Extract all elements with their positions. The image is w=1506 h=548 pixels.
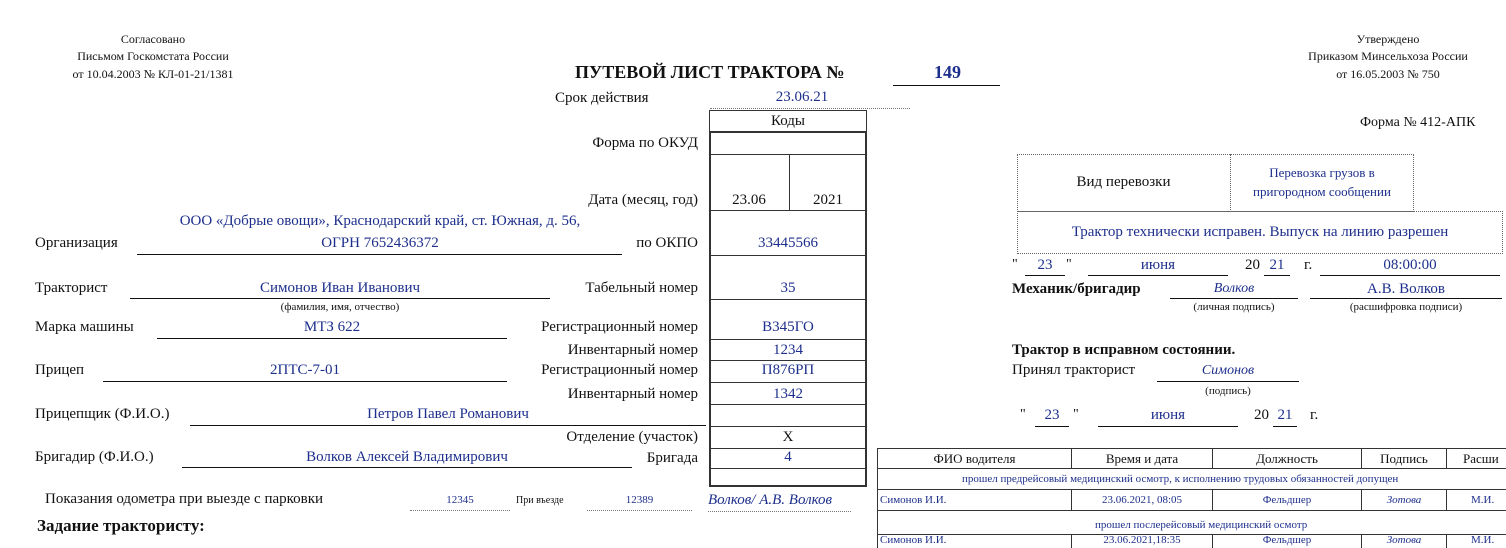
mechanic-name-line [1310, 298, 1502, 299]
date-label: Дата (месяц, год) [588, 192, 698, 208]
codes-row-line [709, 210, 867, 211]
accepted-quote-open: " [1020, 407, 1026, 422]
odometer-signature: Волков/ А.В. Волков [708, 492, 833, 508]
inv2-value: 1342 [773, 386, 803, 402]
reg-value: В345ГО [762, 319, 814, 335]
odometer-signature-line [708, 511, 851, 512]
release-quote-close: " [1066, 257, 1072, 272]
medical-note-pre: прошел предрейсовый медицинский осмотр, к исполнению трудовых обязанностей допущен [962, 473, 1399, 485]
accepted-g: г. [1310, 407, 1319, 423]
release-year-line [1264, 275, 1290, 276]
accepted-year: 21 [1277, 407, 1293, 423]
codes-row-line [709, 339, 867, 340]
hitcher-value: Петров Павел Романович [367, 406, 529, 422]
codes-row-line [709, 382, 867, 383]
reg-label: Регистрационный номер [541, 319, 698, 335]
inv-value: 1234 [773, 342, 803, 358]
org-line2: ОГРН 7652436372 [321, 235, 439, 251]
tab-value: 35 [780, 280, 796, 296]
approval-line1: Согласовано [120, 32, 186, 46]
transport-kind-line1: Перевозка грузов в [1269, 165, 1375, 180]
accepted-year-prefix: 20 [1254, 407, 1269, 423]
release-quote-open: " [1012, 257, 1018, 272]
accepted-title: Трактор в исправном состоянии. [1012, 342, 1236, 358]
date-year: 2021 [813, 192, 843, 208]
validity-value: 23.06.21 [775, 89, 829, 105]
dept-value: Х [782, 429, 794, 445]
transport-kind-divider [1230, 154, 1231, 212]
codes-row-line [709, 360, 867, 361]
trailer-label: Прицеп [35, 362, 85, 378]
brigade-label: Бригада [646, 450, 698, 466]
inv-label: Инвентарный номер [567, 342, 698, 358]
driver-hint: (фамилия, имя, отчество) [280, 301, 400, 313]
mechanic-name: А.В. Волков [1367, 281, 1445, 297]
brigade-value: 4 [784, 449, 792, 465]
form-number: Форма № 412-АПК [1360, 115, 1476, 130]
codes-row-line [709, 426, 867, 427]
hitcher-line [190, 425, 706, 426]
medical-header: Должность [1256, 451, 1318, 466]
accepted-sign: Симонов [1201, 363, 1255, 378]
accepted-quote-close: " [1073, 407, 1079, 422]
release-day: 23 [1037, 257, 1053, 273]
release-month-line [1088, 275, 1228, 276]
release-time: 08:00:00 [1383, 257, 1437, 273]
accepted-year-line [1273, 426, 1297, 427]
org-line1: ООО «Добрые овощи», Краснодарский край, ст. Южная, д. 56, [179, 213, 581, 229]
odometer-in-label: При въезде [516, 495, 564, 506]
okpo-label: по ОКПО [636, 235, 698, 251]
medical-row1-decode: М.И. [1471, 494, 1495, 506]
task-label: Задание трактористу: [37, 516, 205, 535]
accepted-day-line [1035, 426, 1069, 427]
mechanic-sign-line [1170, 298, 1298, 299]
accepted-month-line [1098, 426, 1238, 427]
waybill-number-line [893, 85, 1000, 86]
medical-row2-sign: Зотова [1386, 534, 1422, 546]
mechanic-sign-hint: (личная подпись) [1193, 301, 1275, 313]
approved-line1: Утверждено [1356, 32, 1420, 46]
org-label: Организация [35, 235, 118, 251]
medical-row1-position: Фельдшер [1262, 494, 1312, 506]
tab-label: Табельный номер [585, 280, 698, 296]
page-title: ПУТЕВОЙ ЛИСТ ТРАКТОРА № [575, 62, 845, 82]
foreman-line [182, 467, 632, 468]
release-year: 21 [1269, 257, 1285, 273]
medical-row2-time: 23.06.2021,18:35 [1103, 534, 1181, 546]
codes-row-line [709, 404, 867, 405]
approval-line3: от 10.04.2003 № КЛ-01-21/1381 [72, 67, 234, 81]
codes-row-line [709, 255, 867, 256]
machine-label: Марка машины [35, 319, 134, 335]
okpo-value: 33445566 [758, 235, 818, 251]
medical-header: ФИО водителя [933, 451, 1016, 466]
reg2-label: Регистрационный номер [541, 362, 698, 378]
medical-note-post: прошел послерейсовый медицинский осмотр [1095, 519, 1308, 531]
medical-row2-name: Симонов И.И. [880, 534, 947, 546]
odometer-in-line [587, 510, 692, 511]
release-g: г. [1304, 257, 1313, 273]
accepted-sign-line [1157, 381, 1299, 382]
waybill-number: 149 [934, 62, 961, 82]
release-month: июня [1140, 257, 1176, 273]
odometer-label: Показания одометра при выезде с парковки [45, 491, 324, 507]
mechanic-label: Механик/бригадир [1012, 281, 1141, 297]
medical-row2-position: Фельдшер [1262, 534, 1312, 546]
mechanic-name-hint: (расшифровка подписи) [1349, 301, 1463, 313]
medical-row1-sign: Зотова [1386, 494, 1422, 506]
medical-table [877, 448, 1506, 548]
release-time-line [1320, 275, 1500, 276]
reg2-value: П876РП [761, 362, 815, 378]
org-line [137, 254, 622, 255]
transport-kind-label: Вид перевозки [1076, 174, 1171, 190]
medical-row1-time: 23.06.2021, 08:05 [1101, 494, 1183, 506]
machine-line [157, 338, 507, 339]
approved-line3: от 16.05.2003 № 750 [1336, 67, 1440, 81]
okud-label: Форма по ОКУД [592, 135, 698, 151]
codes-row-line [709, 154, 867, 155]
accepted-label: Принял тракторист [1012, 362, 1136, 378]
accepted-sign-hint: (подпись) [1205, 385, 1251, 397]
validity-line [710, 108, 910, 109]
validity-label: Срок действия [555, 90, 649, 106]
date-month: 23.06 [732, 192, 766, 208]
driver-label: Тракторист [35, 280, 108, 296]
medical-row1-name: Симонов И.И. [880, 494, 947, 506]
accepted-month: июня [1150, 407, 1186, 423]
trailer-value: 2ПТС-7-01 [270, 362, 340, 378]
medical-row2-decode: М.И. [1471, 534, 1495, 546]
odometer-out-line [410, 510, 510, 511]
codes-row-line [709, 468, 867, 469]
codes-row-line [709, 299, 867, 300]
trailer-line [103, 381, 507, 382]
release-day-line [1025, 275, 1065, 276]
approval-line2: Письмом Госкомстата России [77, 49, 229, 63]
medical-header: Подпись [1380, 451, 1428, 466]
inv2-label: Инвентарный номер [567, 386, 698, 402]
foreman-label: Бригадир (Ф.И.О.) [35, 449, 154, 465]
driver-line [130, 298, 550, 299]
release-year-prefix: 20 [1245, 257, 1260, 273]
foreman-value: Волков Алексей Владимирович [306, 449, 508, 465]
hitcher-label: Прицепщик (Ф.И.О.) [35, 406, 170, 422]
medical-header: Расши [1463, 451, 1499, 466]
medical-header: Время и дата [1105, 451, 1179, 466]
codes-header: Коды [770, 113, 806, 129]
accepted-day: 23 [1044, 407, 1060, 423]
odometer-out-value: 12345 [446, 494, 474, 506]
transport-status: Трактор технически исправен. Выпуск на линию разрешен [1071, 224, 1449, 240]
odometer-in-value: 12389 [625, 494, 654, 506]
mechanic-sign: Волков [1213, 281, 1255, 296]
approved-line2: Приказом Минсельхоза России [1308, 49, 1468, 63]
driver-value: Симонов Иван Иванович [259, 280, 421, 296]
transport-kind-line2: пригородном сообщении [1253, 184, 1391, 199]
dept-label: Отделение (участок) [566, 429, 698, 445]
machine-value: МТЗ 622 [303, 319, 361, 335]
